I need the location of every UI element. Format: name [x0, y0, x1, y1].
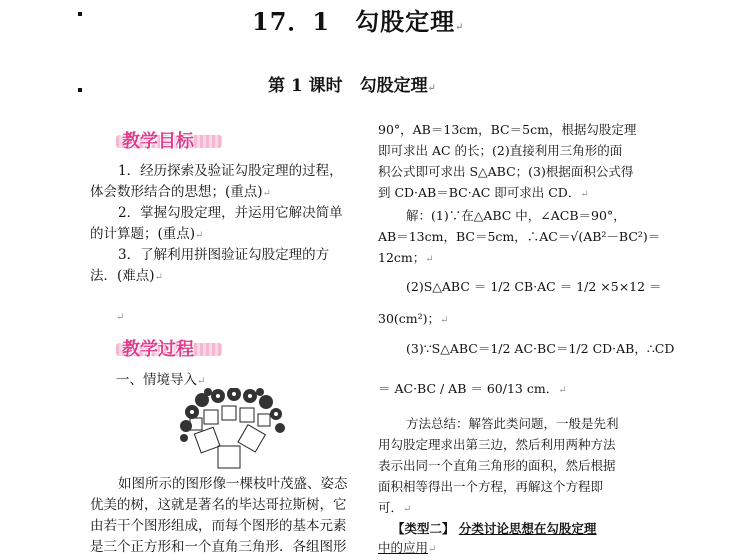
solution-line: 解：(1)∵在△ABC 中，∠ACB＝90°，	[406, 208, 626, 223]
intro-line: 由若干个图形组成，而每个图形的基本元素	[90, 518, 347, 534]
objective-line: 法．(难点)↵	[90, 268, 163, 284]
solution-line: 12cm；↵	[378, 250, 434, 265]
solution-line: (3)∵S△ABC＝1/2 AC·BC＝1/2 CD·AB，∴CD	[406, 341, 675, 356]
solution-line: 30(cm²)；↵	[378, 311, 449, 326]
section-heading: 一、情境导入↵	[116, 372, 206, 388]
solution-line: (2)S△ABC ＝ 1/2 CB·AC ＝ 1/2 ×5×12 ＝	[406, 279, 662, 294]
objective-line: 体会数形结合的思想；(重点)↵	[90, 184, 271, 200]
page-title: 17．1 勾股定理↵	[252, 7, 465, 36]
objective-line: 的计算题；(重点)↵	[90, 226, 204, 242]
lesson-title: 第 1 课时 勾股定理↵	[268, 76, 437, 96]
summary-line: 可．↵	[378, 500, 412, 515]
process-banner: 教学过程	[116, 335, 222, 361]
paragraph-mark	[78, 88, 82, 92]
pythagoras-tree-image	[178, 388, 290, 470]
type2-heading-cont: 中的应用↵	[378, 540, 437, 555]
intro-line: 是三个正方形和一个直角三角形．各组图形	[90, 539, 347, 555]
solution-line: AB＝13cm，BC＝5cm，∴AC＝√(AB²－BC²)＝	[378, 229, 661, 244]
analysis-line: 90°，AB＝13cm，BC＝5cm，根据勾股定理	[378, 122, 637, 137]
objectives-banner: 教学目标	[116, 127, 222, 153]
analysis-line: 积公式即可求出 S△ABC；(3)根据面积公式得	[378, 164, 634, 179]
paragraph-mark	[78, 12, 82, 16]
analysis-line: 即可求出 AC 的长；(2)直接利用三角形的面	[378, 143, 623, 158]
solution-line: ＝ AC·BC / AB ＝ 60/13 cm．↵	[378, 381, 567, 396]
summary-line: 面积相等得出一个方程，再解这个方程即	[378, 479, 604, 494]
objective-line: 1．经历探索及验证勾股定理的过程，	[118, 163, 343, 179]
analysis-line: 到 CD·AB＝BC·AC 即可求出 CD．↵	[378, 185, 589, 200]
intro-line: 如图所示的图形像一棵枝叶茂盛、姿态	[118, 476, 348, 492]
summary-line: 用勾股定理求出第三边，然后利用两种方法	[378, 437, 616, 452]
intro-line: 优美的树，这就是著名的毕达哥拉斯树，它	[90, 497, 347, 513]
objective-line: 2．掌握勾股定理，并运用它解决简单	[118, 205, 343, 221]
type2-heading: 【类型二】 分类讨论思想在勾股定理	[392, 521, 597, 536]
empty-paragraph: ↵	[116, 312, 125, 323]
objective-line: 3．了解利用拼图验证勾股定理的方	[118, 247, 330, 263]
summary-line: 表示出同一个直角三角形的面积，然后根据	[378, 458, 616, 473]
summary-line: 方法总结：解答此类问题，一般是先利	[406, 416, 619, 431]
